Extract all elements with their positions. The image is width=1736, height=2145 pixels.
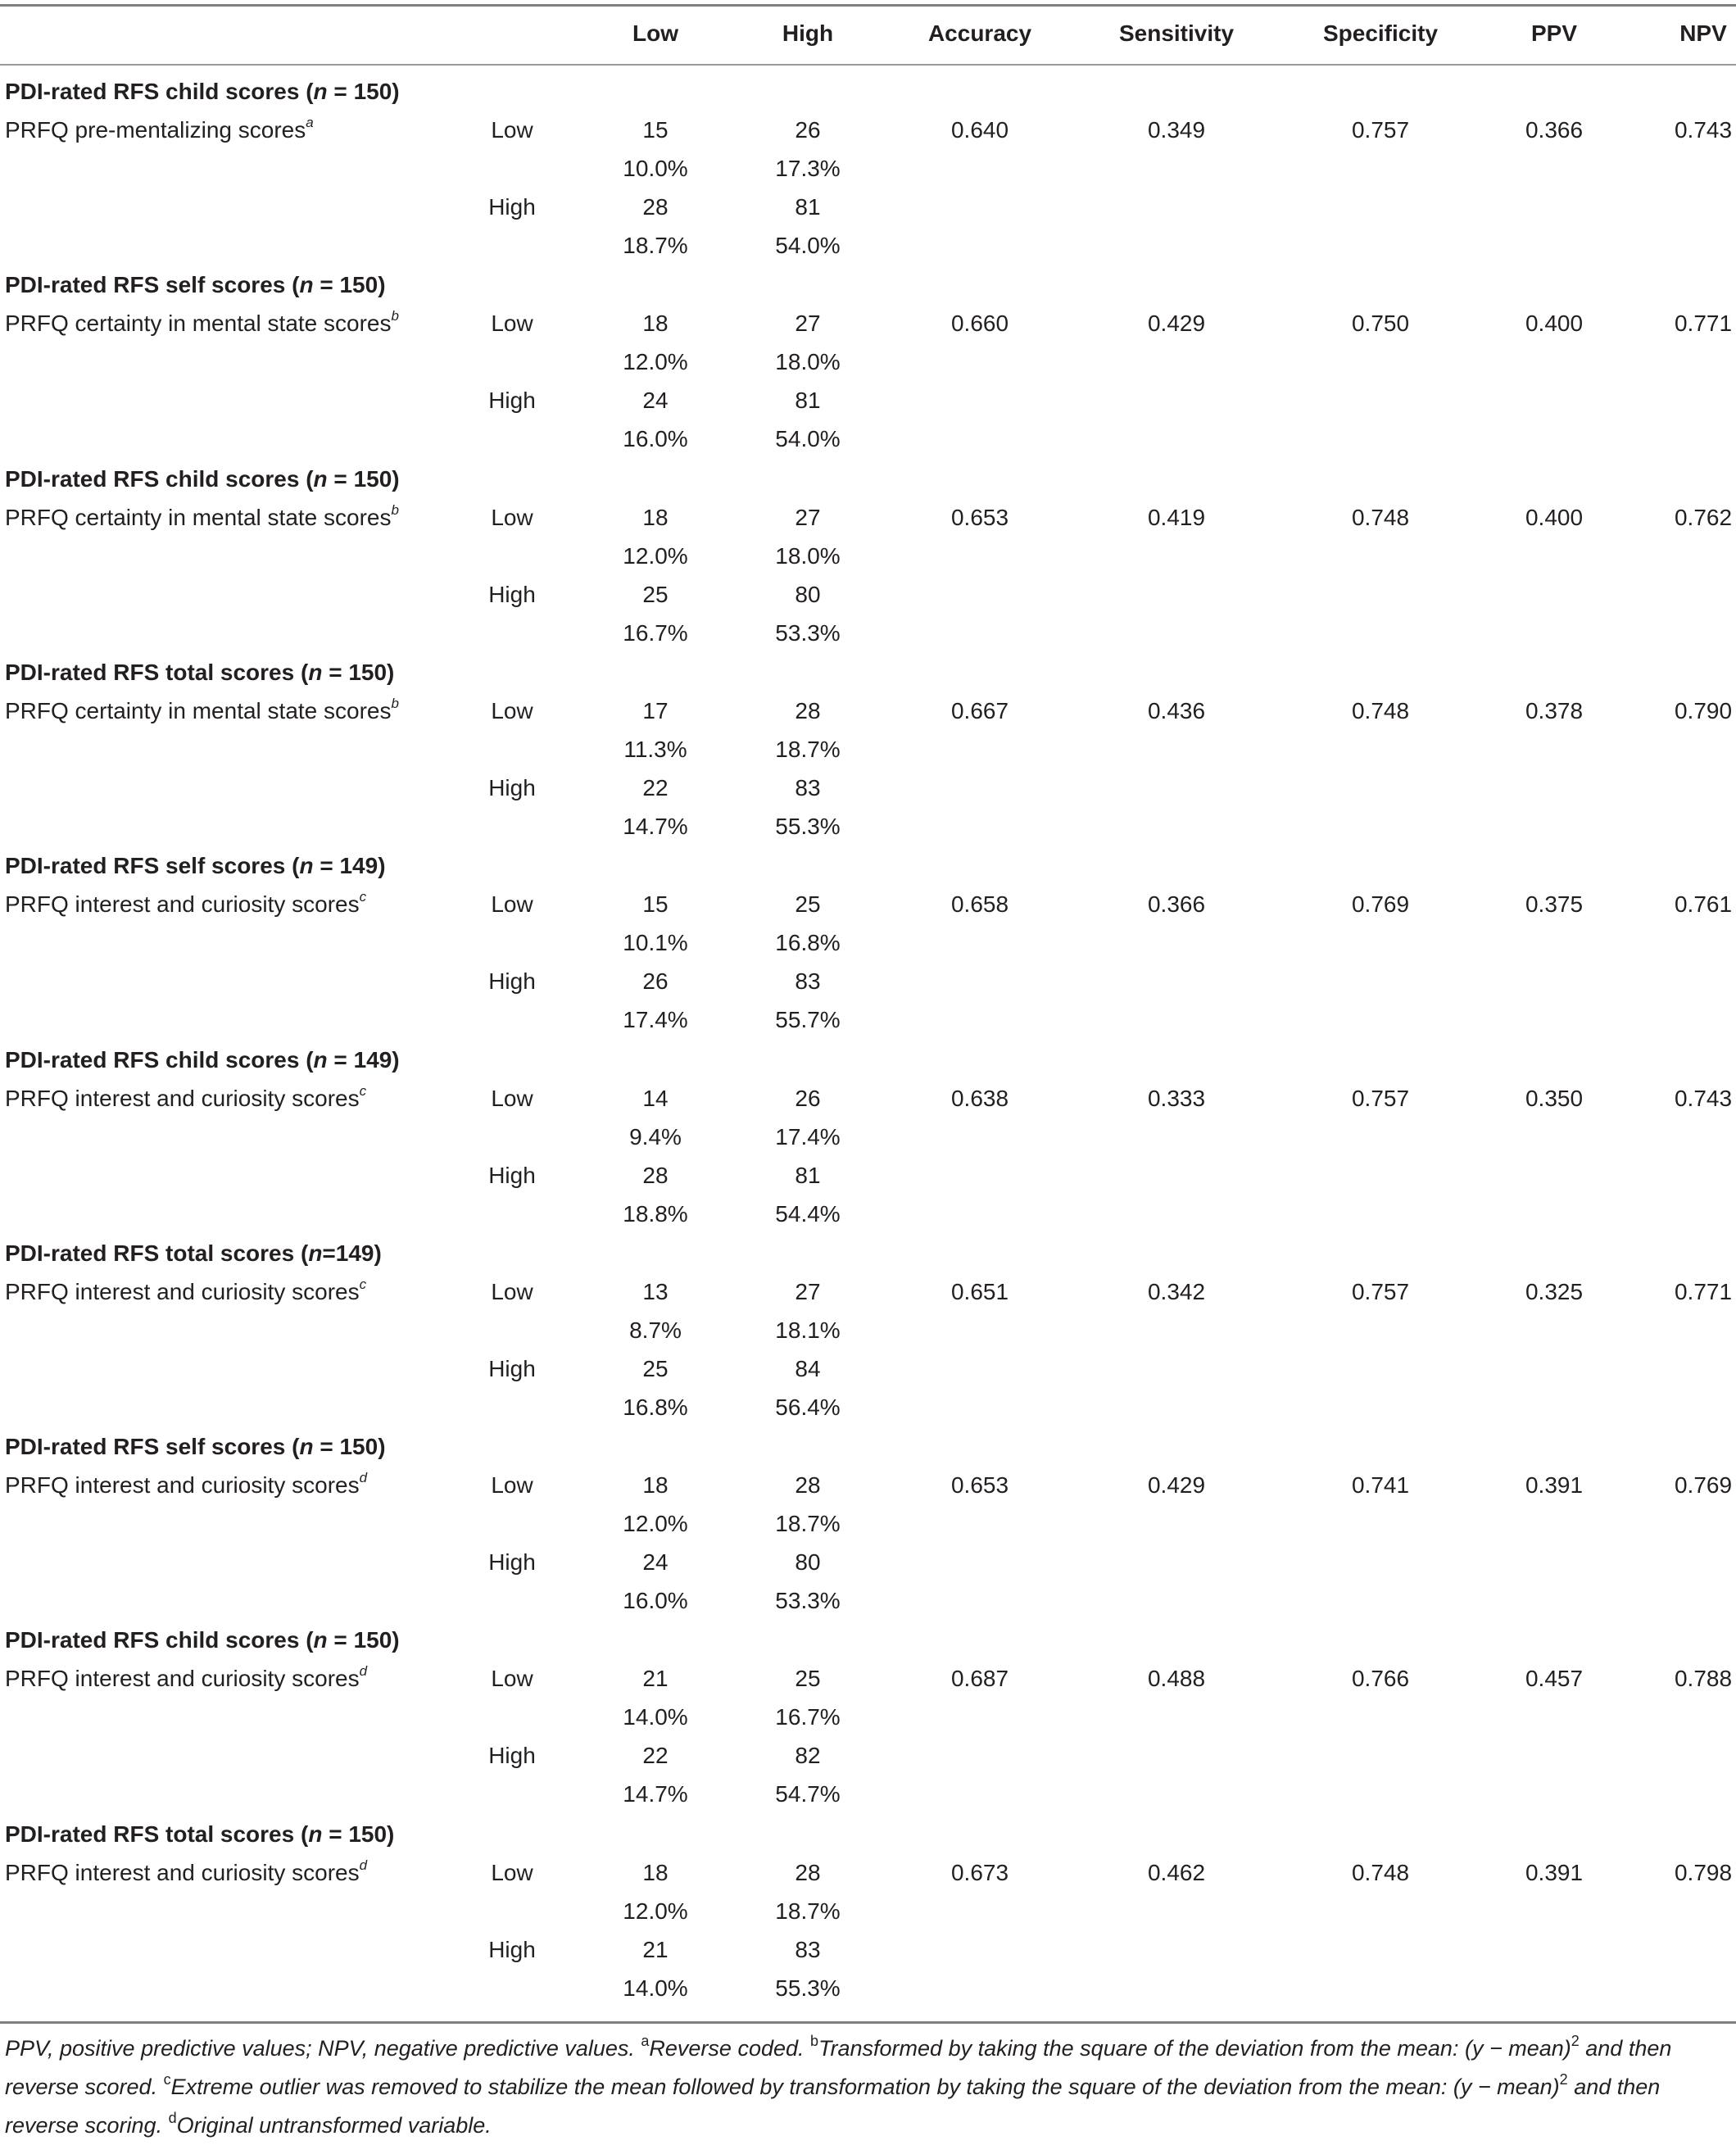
specificity-value: 0.757 (1351, 1279, 1410, 1304)
count-high-high: 84 (795, 1356, 821, 1381)
section-heading-text: PDI-rated RFS total scores ( (5, 1240, 309, 1266)
count-high-high: 81 (795, 1163, 821, 1188)
section-heading (5, 80, 400, 103)
predictor-text: PRFQ interest and curiosity scores (5, 891, 360, 917)
section-heading-text: PDI-rated RFS self scores ( (5, 272, 300, 297)
predictor-text: PRFQ certainty in mental state scores (5, 311, 392, 336)
percent-low-high: 18.0% (775, 349, 841, 374)
predictor-text: PRFQ certainty in mental state scores (5, 698, 392, 723)
count-high-high: 80 (795, 582, 821, 607)
ppv-value: 0.375 (1525, 891, 1584, 917)
percent-high-low: 14.7% (623, 814, 688, 839)
sample-size-symbol: n (308, 660, 323, 685)
accuracy-value: 0.651 (950, 1279, 1009, 1304)
footnote-marker: b (391, 502, 399, 518)
count-low-high: 28 (795, 698, 821, 723)
predictor-text: PRFQ certainty in mental state scores (5, 505, 392, 530)
footnote-marker: c (359, 1277, 367, 1292)
section-heading (5, 1435, 386, 1458)
npv-value: 0.790 (1674, 698, 1733, 723)
count-high-high: 83 (795, 775, 821, 800)
count-high-high: 81 (795, 194, 821, 220)
footnote-c-text: Extreme outlier was removed to stabilize the mean followed by transformation by taking the square of the deviation from the mean: (y − mean) (170, 2075, 1560, 2099)
accuracy-value: 0.653 (950, 1472, 1009, 1498)
percent-low-high: 17.3% (775, 156, 841, 181)
sample-size-value: =149) (322, 1240, 382, 1266)
specificity-value: 0.757 (1351, 1086, 1410, 1111)
ppv-value: 0.391 (1525, 1860, 1584, 1885)
specificity-value: 0.748 (1351, 1860, 1410, 1885)
footnote-marker: a (306, 115, 314, 130)
footnote-marker: d (359, 1857, 368, 1873)
count-high-low: 25 (642, 1356, 669, 1381)
percent-high-high: 53.3% (775, 1588, 841, 1613)
percent-high-high: 54.0% (775, 233, 841, 258)
section-heading (5, 855, 386, 878)
footnote-marker: c (359, 1083, 367, 1099)
percent-low-high: 18.7% (775, 737, 841, 762)
footnote-marker-c: c (163, 2071, 171, 2088)
section-heading (5, 661, 394, 684)
count-high-low: 24 (642, 1549, 669, 1575)
sample-size-symbol: n (308, 1240, 323, 1266)
col-header-high: High (782, 20, 834, 46)
percent-high-high: 55.3% (775, 1975, 841, 2001)
row-label-low: Low (491, 1279, 533, 1304)
count-high-low: 25 (642, 582, 669, 607)
count-high-low: 26 (642, 968, 669, 994)
count-high-high: 83 (795, 1937, 821, 1962)
footnote-marker: d (359, 1470, 368, 1485)
sample-size-value: = 149) (313, 853, 386, 878)
percent-high-high: 55.7% (775, 1007, 841, 1032)
count-low-low: 18 (642, 1472, 669, 1498)
accuracy-value: 0.638 (950, 1086, 1009, 1111)
ppv-value: 0.350 (1525, 1086, 1584, 1111)
accuracy-value: 0.658 (950, 891, 1009, 917)
footnote-b-text-end: and then reverse scored. (5, 2036, 1672, 2099)
percent-high-low: 16.7% (623, 620, 688, 646)
percent-high-high: 53.3% (775, 620, 841, 646)
section-heading (5, 468, 400, 491)
sample-size-symbol: n (313, 1047, 328, 1072)
sample-size-value: = 150) (327, 79, 400, 104)
ppv-value: 0.400 (1525, 311, 1584, 336)
section-heading-text: PDI-rated RFS child scores ( (5, 1627, 314, 1653)
count-low-low: 18 (642, 505, 669, 530)
percent-low-high: 18.0% (775, 543, 841, 569)
row-label-high: High (488, 1937, 536, 1962)
sample-size-symbol: n (313, 466, 328, 492)
section-heading (5, 1242, 382, 1265)
sensitivity-value: 0.349 (1147, 117, 1206, 143)
count-low-high: 27 (795, 505, 821, 530)
footnote-marker-b: b (810, 2033, 819, 2049)
percent-low-low: 11.3% (623, 737, 687, 762)
sample-size-value: = 150) (327, 466, 400, 492)
footnote-marker: c (359, 889, 367, 905)
section-heading-text: PDI-rated RFS self scores ( (5, 1434, 300, 1459)
specificity-value: 0.757 (1351, 117, 1410, 143)
percent-high-low: 16.8% (623, 1394, 688, 1420)
percent-low-low: 10.0% (623, 156, 688, 181)
count-low-low: 21 (642, 1666, 669, 1691)
percent-low-high: 17.4% (775, 1124, 841, 1150)
percent-high-high: 54.0% (775, 426, 841, 451)
count-low-high: 25 (795, 891, 821, 917)
predictor-label (5, 115, 314, 143)
predictor-label (5, 308, 399, 336)
percent-low-low: 12.0% (623, 349, 688, 374)
section-heading (5, 274, 386, 297)
npv-value: 0.788 (1674, 1666, 1733, 1691)
percent-low-low: 14.0% (623, 1704, 688, 1730)
sensitivity-value: 0.436 (1147, 698, 1206, 723)
sample-size-value: = 150) (313, 272, 386, 297)
count-high-high: 83 (795, 968, 821, 994)
count-low-high: 26 (795, 1086, 821, 1111)
section-heading-text: PDI-rated RFS child scores ( (5, 1047, 314, 1072)
count-high-high: 82 (795, 1743, 821, 1768)
row-label-high: High (488, 968, 536, 994)
col-header-ppv: PPV (1530, 20, 1578, 46)
sample-size-value: = 150) (322, 660, 395, 685)
predictor-label (5, 1857, 368, 1885)
footnote-c-text-end: and then reverse scoring. (5, 2075, 1661, 2138)
ppv-value: 0.366 (1525, 117, 1584, 143)
sensitivity-value: 0.488 (1147, 1666, 1206, 1691)
row-label-high: High (488, 1549, 536, 1575)
row-label-low: Low (491, 311, 533, 336)
footnote-marker: b (391, 696, 399, 711)
npv-value: 0.798 (1674, 1860, 1733, 1885)
count-high-low: 28 (642, 194, 669, 220)
footnote-b-exponent: 2 (1571, 2033, 1580, 2049)
row-label-low: Low (491, 698, 533, 723)
count-high-low: 22 (642, 775, 669, 800)
npv-value: 0.771 (1674, 1279, 1733, 1304)
section-heading-text: PDI-rated RFS child scores ( (5, 79, 314, 104)
count-high-low: 24 (642, 388, 669, 413)
footnote-marker-a: a (641, 2033, 650, 2049)
row-label-low: Low (491, 1472, 533, 1498)
ppv-value: 0.400 (1525, 505, 1584, 530)
specificity-value: 0.748 (1351, 698, 1410, 723)
sensitivity-value: 0.366 (1147, 891, 1206, 917)
percent-low-low: 9.4% (629, 1124, 682, 1150)
count-low-low: 14 (642, 1086, 669, 1111)
sample-size-symbol: n (308, 1821, 323, 1847)
percent-high-low: 14.7% (623, 1781, 688, 1807)
ppv-value: 0.325 (1525, 1279, 1584, 1304)
count-low-high: 27 (795, 311, 821, 336)
percent-high-high: 54.4% (775, 1201, 841, 1227)
npv-value: 0.761 (1674, 891, 1733, 917)
row-label-high: High (488, 1356, 536, 1381)
percent-low-high: 18.7% (775, 1511, 841, 1536)
accuracy-value: 0.667 (950, 698, 1009, 723)
ppv-value: 0.391 (1525, 1472, 1584, 1498)
sample-size-symbol: n (299, 1434, 314, 1459)
count-low-high: 26 (795, 117, 821, 143)
table-footnote (5, 2029, 1732, 2145)
percent-high-high: 54.7% (775, 1781, 841, 1807)
predictor-text: PRFQ interest and curiosity scores (5, 1279, 360, 1304)
percent-high-low: 18.8% (623, 1201, 688, 1227)
predictor-label (5, 696, 399, 723)
specificity-value: 0.741 (1351, 1472, 1410, 1498)
npv-value: 0.771 (1674, 311, 1733, 336)
npv-value: 0.743 (1674, 117, 1733, 143)
predictor-label (5, 1083, 367, 1111)
row-label-low: Low (491, 891, 533, 917)
specificity-value: 0.748 (1351, 505, 1410, 530)
section-heading-text: PDI-rated RFS self scores ( (5, 853, 300, 878)
sample-size-value: = 150) (313, 1434, 386, 1459)
specificity-value: 0.769 (1351, 891, 1410, 917)
col-header-low: Low (632, 20, 678, 46)
sensitivity-value: 0.429 (1147, 1472, 1206, 1498)
sensitivity-value: 0.462 (1147, 1860, 1206, 1885)
sensitivity-value: 0.419 (1147, 505, 1206, 530)
footnote-abbreviations: PPV, positive predictive values; NPV, negative predictive values. (5, 2036, 641, 2061)
row-label-high: High (488, 1163, 536, 1188)
count-low-low: 15 (642, 891, 669, 917)
specificity-value: 0.750 (1351, 311, 1410, 336)
section-heading (5, 1823, 394, 1846)
row-label-high: High (488, 775, 536, 800)
count-high-low: 28 (642, 1163, 669, 1188)
percent-high-low: 18.7% (623, 233, 688, 258)
col-header-specificity: Specificity (1322, 20, 1439, 46)
accuracy-value: 0.687 (950, 1666, 1009, 1691)
footnote-b-text: Transformed by taking the square of the deviation from the mean: (y − mean) (818, 2036, 1571, 2061)
row-label-low: Low (491, 505, 533, 530)
col-header-sensitivity: Sensitivity (1118, 20, 1235, 46)
section-heading (5, 1049, 400, 1072)
sample-size-symbol: n (313, 1627, 328, 1653)
percent-low-high: 16.7% (775, 1704, 841, 1730)
sample-size-value: = 149) (327, 1047, 400, 1072)
percent-high-low: 14.0% (623, 1975, 688, 2001)
count-low-high: 27 (795, 1279, 821, 1304)
col-header-accuracy: Accuracy (927, 20, 1032, 46)
sample-size-value: = 150) (322, 1821, 395, 1847)
table-top-rule (0, 4, 1736, 7)
percent-low-high: 16.8% (775, 930, 841, 955)
row-label-high: High (488, 1743, 536, 1768)
count-low-low: 18 (642, 1860, 669, 1885)
table-bottom-rule (0, 2021, 1736, 2024)
sample-size-symbol: n (313, 79, 328, 104)
row-label-high: High (488, 582, 536, 607)
percent-low-low: 12.0% (623, 1898, 688, 1924)
percent-high-low: 17.4% (623, 1007, 688, 1032)
row-label-high: High (488, 194, 536, 220)
count-high-low: 22 (642, 1743, 669, 1768)
percent-high-low: 16.0% (623, 426, 688, 451)
ppv-value: 0.378 (1525, 698, 1584, 723)
percent-high-low: 16.0% (623, 1588, 688, 1613)
sample-size-symbol: n (299, 853, 314, 878)
section-heading (5, 1629, 400, 1652)
count-low-low: 17 (642, 698, 669, 723)
footnote-marker: d (359, 1663, 368, 1679)
row-label-low: Low (491, 1666, 533, 1691)
row-label-high: High (488, 388, 536, 413)
footnote-marker: b (391, 308, 399, 324)
accuracy-value: 0.640 (950, 117, 1009, 143)
row-label-low: Low (491, 117, 533, 143)
npv-value: 0.762 (1674, 505, 1733, 530)
percent-low-low: 12.0% (623, 543, 688, 569)
percent-high-high: 55.3% (775, 814, 841, 839)
count-low-low: 15 (642, 117, 669, 143)
percent-low-low: 10.1% (623, 930, 688, 955)
predictor-label (5, 1470, 368, 1498)
percent-low-high: 18.7% (775, 1898, 841, 1924)
ppv-value: 0.457 (1525, 1666, 1584, 1691)
percent-low-low: 12.0% (623, 1511, 688, 1536)
col-header-npv: NPV (1679, 20, 1727, 46)
sensitivity-value: 0.429 (1147, 311, 1206, 336)
npv-value: 0.769 (1674, 1472, 1733, 1498)
accuracy-value: 0.660 (950, 311, 1009, 336)
specificity-value: 0.766 (1351, 1666, 1410, 1691)
section-heading-text: PDI-rated RFS child scores ( (5, 466, 314, 492)
sensitivity-value: 0.333 (1147, 1086, 1206, 1111)
count-low-high: 25 (795, 1666, 821, 1691)
predictor-text: PRFQ pre-mentalizing scores (5, 117, 306, 143)
footnote-a-text: Reverse coded. (649, 2036, 811, 2061)
row-label-low: Low (491, 1860, 533, 1885)
percent-low-high: 18.1% (775, 1317, 841, 1343)
npv-value: 0.743 (1674, 1086, 1733, 1111)
count-low-low: 18 (642, 311, 669, 336)
count-low-low: 13 (642, 1279, 669, 1304)
footnote-marker-d: d (168, 2110, 177, 2126)
count-high-high: 81 (795, 388, 821, 413)
predictor-label (5, 1663, 368, 1691)
count-high-high: 80 (795, 1549, 821, 1575)
section-heading-text: PDI-rated RFS total scores ( (5, 1821, 309, 1847)
row-label-low: Low (491, 1086, 533, 1111)
predictor-text: PRFQ interest and curiosity scores (5, 1860, 360, 1885)
accuracy-value: 0.653 (950, 505, 1009, 530)
predictor-label (5, 502, 399, 530)
sensitivity-value: 0.342 (1147, 1279, 1206, 1304)
percent-high-high: 56.4% (775, 1394, 841, 1420)
sample-size-symbol: n (299, 272, 314, 297)
footnote-d-text: Original untransformed variable. (176, 2113, 492, 2138)
predictor-text: PRFQ interest and curiosity scores (5, 1666, 360, 1691)
sample-size-value: = 150) (327, 1627, 400, 1653)
predictor-label (5, 1277, 367, 1304)
count-high-low: 21 (642, 1937, 669, 1962)
predictor-text: PRFQ interest and curiosity scores (5, 1086, 360, 1111)
table-header-rule (0, 64, 1736, 66)
count-low-high: 28 (795, 1860, 821, 1885)
percent-low-low: 8.7% (629, 1317, 682, 1343)
predictor-text: PRFQ interest and curiosity scores (5, 1472, 360, 1498)
predictor-label (5, 889, 367, 917)
footnote-c-exponent: 2 (1559, 2071, 1568, 2088)
accuracy-value: 0.673 (950, 1860, 1009, 1885)
section-heading-text: PDI-rated RFS total scores ( (5, 660, 309, 685)
count-low-high: 28 (795, 1472, 821, 1498)
